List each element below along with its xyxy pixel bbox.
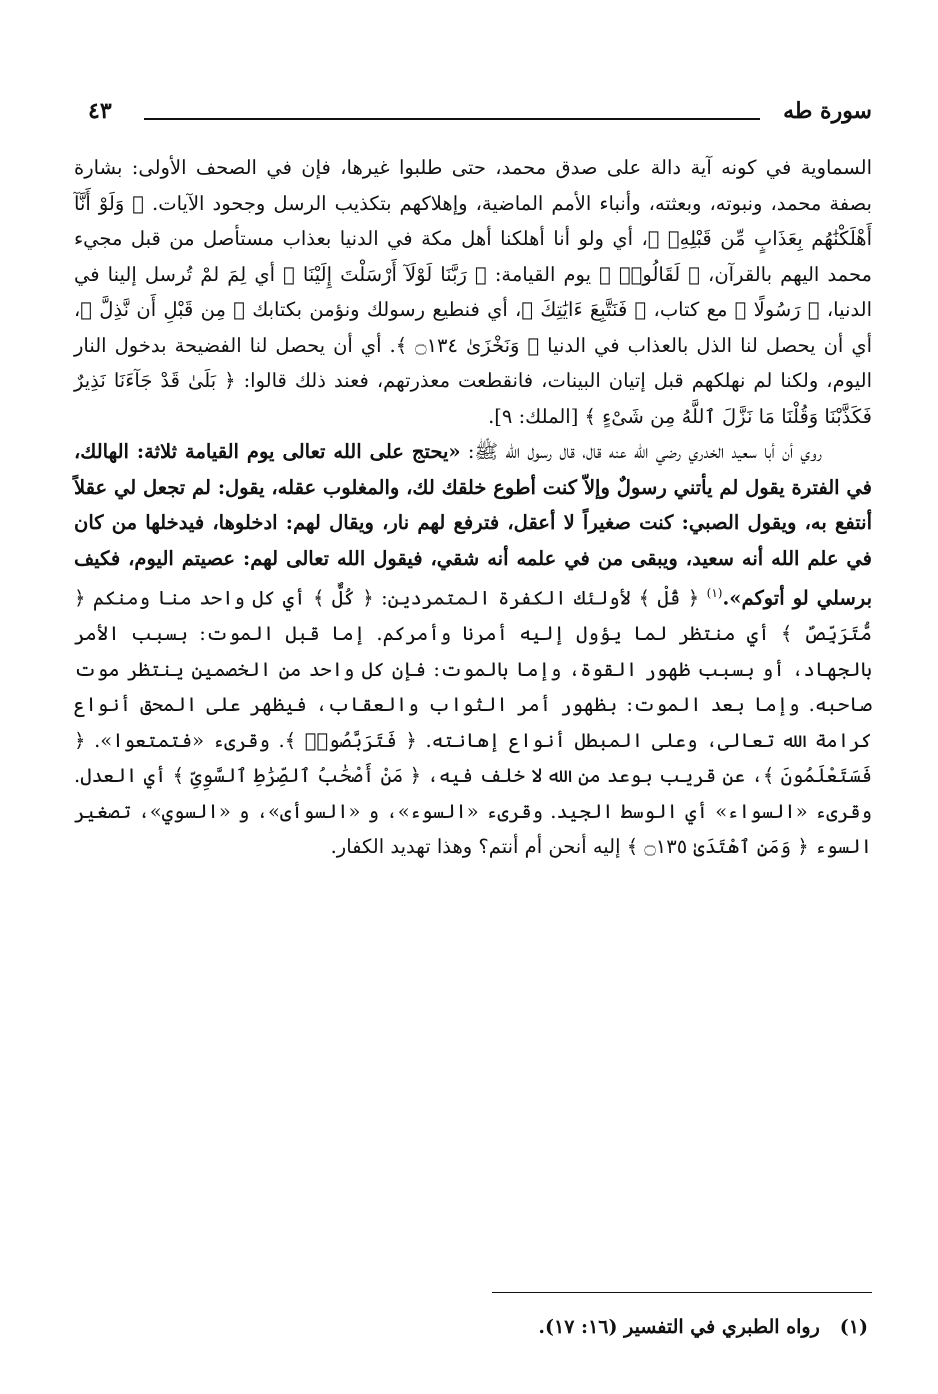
running-header [88,96,872,130]
footnote-rule [492,1292,872,1293]
header-rule [144,118,760,120]
paragraph-2 [74,434,872,865]
hadith-text: «يحتج على الله تعالى يوم القيامة ثلاثة: الهالك، في الفترة يقول لم يأتني رسولٌ وإلاّ كنت أطوع خلقك لك، والمغلوب عقله، يقول: لم تجعل لي عقلاً أنتفع به، ويقول الصبي: كنت صغيراً لا أعقل، فترفع لهم نار، ويقال لهم: ادخلوها، فيدخلها من كان في علم الله أنه سعيد، ويبقى من في علمه أنه شقي، فيقول الله تعالى لهم: عصيتم اليوم، فكيف برسلي لو أتوكم». [74,440,873,610]
main-text [74,150,872,865]
surah-title: سورة طه [783,98,872,124]
footnote-text: رواه الطبري في التفسير (١٦: ١٧). [538,1316,820,1338]
footnote-number: (١) [839,1316,868,1338]
page-number: ٤٣ [88,98,112,124]
commentary-text: ﴿ قُلْ ﴾ لأولئك الكفرة المتمردين: ﴿ كُلٌّ ﴾ أي كل واحد منا ومنكم ﴿ مُّتَرَبِّصٌ ﴾ أي منتظر لما يؤول إليه أمرنا وأمركم. إما قبل الموت: بسبب الأمر بالجهاد، أو بسبب ظهور القوة، وإما بالموت: فإن كل واحد من الخصمين ينتظر موت صاحبه. وإما بعد الموت: بظهور أمر الثواب والعقاب، فيظهر على المحق أنواع كرامة الله تعالى، وعلى المبطل أنواع إهانته. ﴿ فَتَرَبَّصُوا۟ ﴾. وقرىء «فتمتعوا». ﴿ فَسَتَعْلَمُونَ ﴾، عن قريب بوعد من الله لا خلف فيه، ﴿ مَنْ أَصْحَٰبُ ٱلصِّرَٰطِ ٱلسَّوِىِّ ﴾ أي العدل. وقرىء «السواء» أي الوسط الجيد. وقرىء «السوء»، و «السوأى»، و «السوي»، تصغير السوء ﴿ وَمَنِ ٱهْتَدَىٰ ۝١٣٥ ﴾ إليه أنحن أم أنتم؟ وهذا تهديد الكفار. [74,586,872,858]
hadith-intro: روي أن أبا سعيد الخدري رضي الله عنه قال، قال رسول الله ﷺ: [460,440,822,463]
footnote-reference: (١) [706,586,723,600]
paragraph-1: السماوية في كونه آية دالة على صدق محمد، حتى طلبوا غيرها، فإن في الصحف الأولى: بشارة بصفة محمد، ونبوته، وبعثته، وأنباء الأمم الماضية، وإهلاكهم بتكذيب الرسل وجحود الآيات. ﴿ وَلَوْ أَنَّآ أَهْلَكْنَٰهُم بِعَذَابٍ مِّن قَبْلِهِۦ ﴾، أي ولو أنا أهلكنا أهل مكة في الدنيا بعذاب مستأصل من قبل مجيء محمد اليهم بالقرآن، ﴿ لَقَالُوا۟ ﴾ يوم القيامة: ﴿ رَبَّنَا لَوْلَآ أَرْسَلْتَ إِلَيْنَا ﴾ أي لِمَ لمْ تُرسل إلينا في الدنيا، ﴿ رَسُولًا ﴾ مع كتاب، ﴿ فَنَتَّبِعَ ءَايَٰتِكَ ﴾، أي فنطيع رسولك ونؤمن بكتابك ﴿ مِن قَبْلِ أَن نَّذِلَّ ﴾، أي أن يحصل لنا الذل بالعذاب في الدنيا ﴿ وَنَخْزَىٰ ۝١٣٤ ﴾. أي أن يحصل لنا الفضيحة بدخول النار اليوم، ولكنا لم نهلكهم قبل إتيان البينات، فانقطعت معذرتهم، فعند ذلك قالوا: ﴿ بَلَىٰ قَدْ جَآءَنَا نَذِيرٌ فَكَذَّبْنَا وَقُلْنَا مَا نَزَّلَ ٱللَّهُ مِن شَىْءٍ ﴾ [الملك: ٩]. [74,156,872,428]
footnote [88,1312,868,1342]
